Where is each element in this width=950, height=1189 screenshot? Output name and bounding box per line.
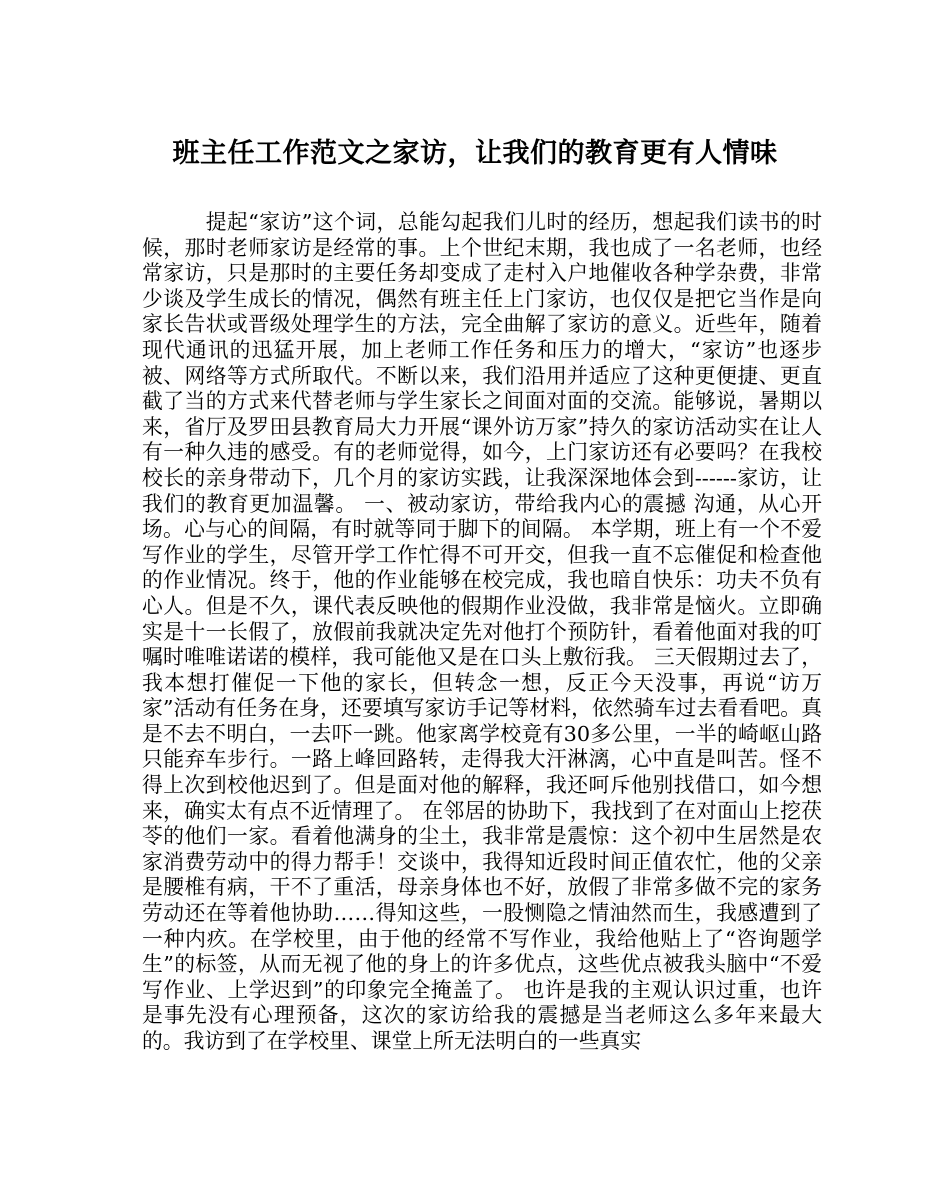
document-body: 提起“家访”这个词，总能勾起我们儿时的经历，想起我们读书的时候，那时老师家访是经常的事。上个世纪末期，我也成了一名老师，也经常家访，只是那时的主要任务却变成了走村入户地催收各种学杂费，非常少谈及学生成长的情况，偶然有班主任上门家访，也仅仅是把它当作是向家长告状或晋级处理学生的方法，完全曲解了家访的意义。近些年，随着现代通讯的迅猛开展，加上老师工作任务和压力的增大，“家访”也逐步被、网络等方式所取代。不断以来，我们沿用并适应了这种更便捷、更直截了当的方式来代替老师与学生家长之间面对面的交流。能够说，暑期以来，省厅及罗田县教育局大力开展“课外访万家”持久的家访活动实在让人有一种久违的感受。有的老师觉得，如今，上门家访还有必要吗？在我校校长的亲身带动下，几个月的家访实践，让我深深地体会到------家访，让我们的教育更加温馨。 一、被动家访，带给我内心的震撼 沟通，从心开场。心与心的间隔，有时就等同于脚下的间隔。 本学期，班上有一个不爱写作业的学生，尽管开学工作忙得不可开交，但我一直不忘催促和检查他的作业情况。终于，他的作业能够在校完成，我也暗自快乐：功夫不负有心人。但是不久，课代表反映他的假期作业没做，我非常是恼火。立即确实是十一长假了，放假前我就决定先对他打个预防针，看着他面对我的叮嘱时唯唯诺诺的模样，我可能他又是在口头上敷衍我。 三天假期过去了，我本想打催促一下他的家长，但转念一想，反正今天没事，再说“访万家”活动有任务在身，还要填写家访手记等材料，依然骑车过去看看吧。真是不去不明白，一去吓一跳。他家离学校竟有30多公里，一半的崎岖山路只能弃车步行。一路上峰回路转，走得我大汗淋漓，心中直是叫苦。怪不得上次到校他迟到了。但是面对他的解释，我还呵斥他别找借口，如今想来，确实太有点不近情理了。 在邻居的协助下，我找到了在对面山上挖茯苓的他们一家。看着他满身的尘土，我非常是震惊：这个初中生居然是农家消费劳动中的得力帮手！交谈中，我得知近段时间正值农忙，他的父亲是腰椎有病，干不了重活，母亲身体也不好，放假了非常多做不完的家务劳动还在等着他协助……得知这些，一股恻隐之情油然而生，我感遭到了一种内疚。在学校里，由于他的经常不写作业，我给他贴上了“咨询题学生”的标签，从而无视了他的身上的许多优点，这些优点被我头脑中“不爱写作业、上学迟到”的印象完全掩盖了。 也许是我的主观认识过重，也许是事先没有心理预备，这次的家访给我的震撼是当老师这么多年来最大的。我访到了在学校里、课堂上所无法明白的一些真实 (142, 210, 822, 1053)
document-title: 班主任工作范文之家访，让我们的教育更有人情味 (172, 138, 778, 169)
